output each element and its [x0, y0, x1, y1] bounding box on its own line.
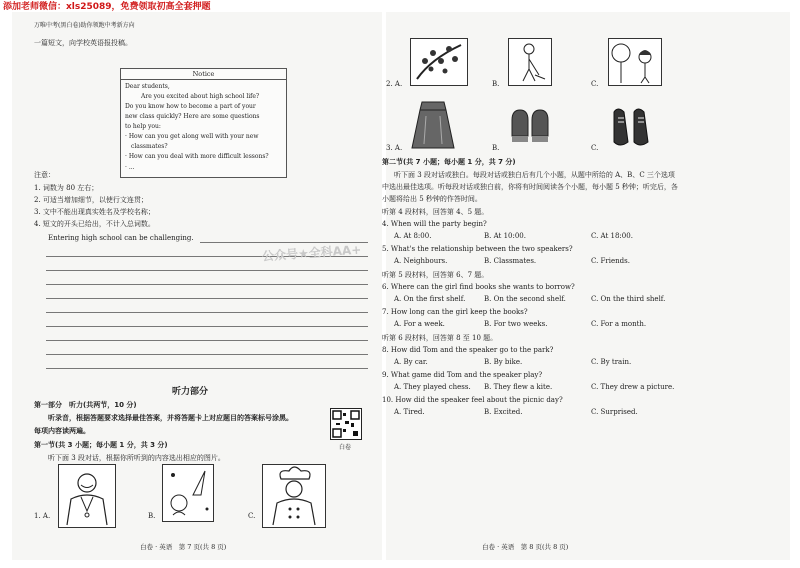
- section1-title: 第一节(共 3 小题；每小题 1 分，共 3 分): [34, 441, 168, 449]
- notice-line: Dear students,: [125, 83, 170, 90]
- q1-number: 1. A.: [34, 512, 51, 520]
- writing-line: [46, 270, 368, 271]
- notice-line: new class quickly? Here are some questions: [125, 113, 260, 120]
- section1-desc: 听下面 3 段对话，根据你所听到的内容选出相应的图片。: [48, 454, 225, 462]
- option-a: A. For a week.: [394, 320, 445, 328]
- notice-title: Notice: [121, 69, 286, 80]
- option-c: C. Surprised.: [591, 408, 638, 416]
- promo-banner: 添加老师微信：xls25089，免费领取初高全套押题: [0, 0, 243, 14]
- writing-line: [46, 368, 368, 369]
- girl-tree-picture: [608, 38, 662, 86]
- q2-option-c: C.: [591, 80, 599, 88]
- writing-line: [46, 354, 368, 355]
- page-footer: 白卷 · 英语 第 7 页(共 8 页): [140, 543, 227, 551]
- option-c: C. At 18:00.: [591, 232, 633, 240]
- left-page: [12, 12, 382, 560]
- option-a: A. Neighbours.: [394, 257, 448, 265]
- notice-line: to help you:: [125, 123, 161, 130]
- section2-title: 第二节(共 7 小题；每小题 1 分，共 7 分): [382, 158, 516, 166]
- option-c: C. By train.: [591, 358, 632, 366]
- question-text: 9. What game did Tom and the speaker play?: [382, 371, 543, 379]
- essay-start: Entering high school can be challenging.: [48, 234, 194, 242]
- qr-code-icon[interactable]: [330, 408, 362, 440]
- notice-line: Are you excited about high school life?: [141, 93, 260, 100]
- q2-option-b: B.: [492, 80, 500, 88]
- option-a: A. On the first shelf.: [394, 295, 466, 303]
- skirt-picture: [410, 98, 456, 152]
- option-c: C. They drew a picture.: [591, 383, 675, 391]
- writing-intro: 一篇短文，向学校英语报投稿。: [34, 39, 132, 47]
- q1-option-c: C.: [248, 512, 256, 520]
- option-b: B. They flew a kite.: [484, 383, 553, 391]
- question-text: 8. How did Tom and the speaker go to the park?: [382, 346, 554, 354]
- writing-line: [46, 312, 368, 313]
- note-item: 2. 可适当增加细节，以使行文连贯；: [34, 196, 148, 204]
- option-b: B. Classmates.: [484, 257, 537, 265]
- option-a: A. Tired.: [394, 408, 425, 416]
- listening-title: 听力部分: [172, 387, 209, 397]
- part1-title: 第一部分 听力(共两节，10 分): [34, 401, 137, 409]
- option-c: C. On the third shelf.: [591, 295, 666, 303]
- tree-picture: [410, 38, 468, 86]
- notice-line: · ...: [125, 164, 135, 171]
- option-b: B. For two weeks.: [484, 320, 548, 328]
- page-header: 万唯中考(黑白卷)助你领跑中考新方向: [34, 22, 135, 29]
- sweeping-picture: [508, 38, 552, 86]
- option-a: A. They played chess.: [394, 383, 471, 391]
- option-c: C. For a month.: [591, 320, 647, 328]
- shoes-picture: [610, 104, 654, 148]
- question-text: 7. How long can the girl keep the books?: [382, 308, 528, 316]
- q3-option-c: C.: [591, 144, 599, 152]
- q3-number: 3. A.: [386, 144, 403, 152]
- gloves-picture: [508, 104, 552, 148]
- q2-number: 2. A.: [386, 80, 403, 88]
- option-a: A. At 8:00.: [394, 232, 432, 240]
- question-text: 6. Where can the girl find books she wants to borrow?: [382, 283, 575, 291]
- writing-line: [46, 326, 368, 327]
- option-b: B. By bike.: [484, 358, 523, 366]
- option-b: B. On the second shelf.: [484, 295, 566, 303]
- notice-line: classmates?: [131, 143, 168, 150]
- doctor-picture: [58, 464, 116, 528]
- note-item: 3. 文中不能出现真实姓名及学校名称；: [34, 208, 155, 216]
- right-page: [382, 12, 790, 560]
- q1-option-b: B.: [148, 512, 156, 520]
- chef-picture: [262, 464, 326, 528]
- q3-option-b: B.: [492, 144, 500, 152]
- notice-line: · How can you deal with more difficult lessons?: [125, 153, 269, 160]
- material-instruction: 听第 6 段材料，回答第 8 至 10 题。: [382, 334, 498, 342]
- part1-desc: 每项内容读两遍。: [34, 427, 90, 435]
- qr-label: 白卷: [339, 444, 352, 451]
- section2-desc: 听下面 3 段对话或独白。每段对话或独白后有几个小题，从题中所给的 A、B、C 三个选项: [394, 171, 675, 179]
- option-b: B. At 10:00.: [484, 232, 526, 240]
- notes-title: 注意：: [34, 171, 55, 179]
- writing-line: [46, 284, 368, 285]
- writing-line: [46, 298, 368, 299]
- notice-line: · How can you get along well with your new: [125, 133, 259, 140]
- note-item: 4. 短文的开头已给出，不计入总词数。: [34, 220, 155, 228]
- question-text: 5. What's the relationship between the two speakers?: [382, 245, 573, 253]
- section2-desc: 中选出最佳选项。听每段对话或独白前，你将有时间阅读各个小题，每小题 5 秒钟；听完后，各: [382, 183, 678, 191]
- option-a: A. By car.: [394, 358, 428, 366]
- option-c: C. Friends.: [591, 257, 630, 265]
- page-footer: 白卷 · 英语 第 8 页(共 8 页): [482, 543, 569, 551]
- section2-desc: 小题将给出 5 秒钟的作答时间。: [382, 195, 482, 203]
- watermark: 公众号★全科AA+: [261, 242, 362, 264]
- material-instruction: 听第 4 段材料，回答第 4、5 题。: [382, 208, 489, 216]
- part1-desc: 听录音，根据答题要求选择最佳答案，并将答题卡上对应题目的答案标号涂黑。: [48, 414, 293, 422]
- question-text: 4. When will the party begin?: [382, 220, 487, 228]
- notice-line: Do you know how to become a part of your: [125, 103, 256, 110]
- note-item: 1. 词数为 80 左右；: [34, 184, 99, 192]
- writing-line: [46, 340, 368, 341]
- option-b: B. Excited.: [484, 408, 523, 416]
- material-instruction: 听第 5 段材料，回答第 6、7 题。: [382, 271, 489, 279]
- notice-box: [120, 68, 287, 178]
- question-text: 10. How did the speaker feel about the picnic day?: [382, 396, 563, 404]
- astronaut-picture: [162, 464, 214, 522]
